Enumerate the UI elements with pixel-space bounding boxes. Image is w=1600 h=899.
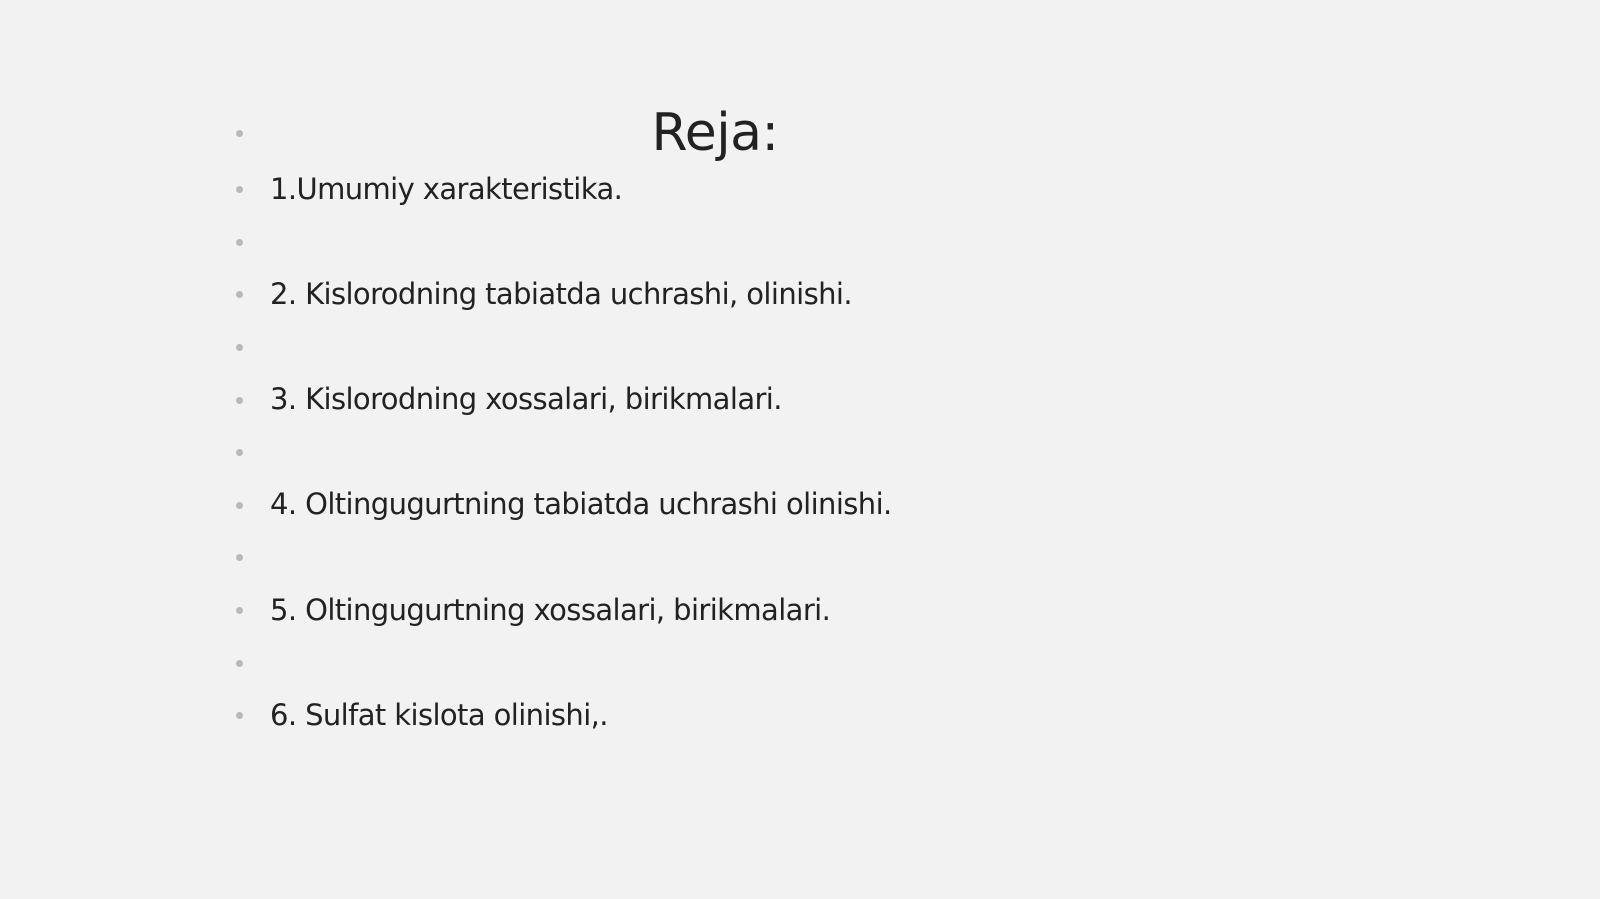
list-item [236,373,1336,426]
bullet-dot-icon [236,186,243,193]
list-item-empty [236,636,1336,689]
list-item-empty [236,216,1336,269]
list-item-empty [236,531,1336,584]
bullet-dot-icon [236,554,243,561]
list-item-text: 2. Kislorodning tabiatda uchrashi, olinishi. [270,276,852,311]
list-item [236,584,1336,637]
list-item-text: 3. Kislorodning xossalari, birikmalari. [270,382,782,417]
bullet-dot-icon [236,397,243,404]
list-item-text: 6. Sulfat kislota olinishi,. [270,697,608,732]
bullet-dot-icon [236,449,243,456]
bullet-dot-icon [236,344,243,351]
list-item-text: 5. Oltingugurtning xossalari, birikmalari. [270,592,831,627]
list-item [236,689,1336,742]
list-item-empty [236,426,1336,479]
bullet-dot-icon [236,660,243,667]
list-item [236,268,1336,321]
bullet-list [236,103,1336,742]
list-item [236,479,1336,532]
title-row [236,103,1336,163]
bullet-dot-icon [236,239,243,246]
slide-title: Reja: [651,103,779,163]
list-item-text: 4. Oltingugurtning tabiatda uchrashi olinishi. [270,487,892,522]
bullet-dot-icon [236,291,243,298]
bullet-dot-icon [236,607,243,614]
list-item [236,163,1336,216]
list-item-empty [236,321,1336,374]
list-item-text: 1.Umumiy xarakteristika. [270,171,623,206]
bullet-dot-icon [236,502,243,509]
bullet-dot-icon [236,712,243,719]
